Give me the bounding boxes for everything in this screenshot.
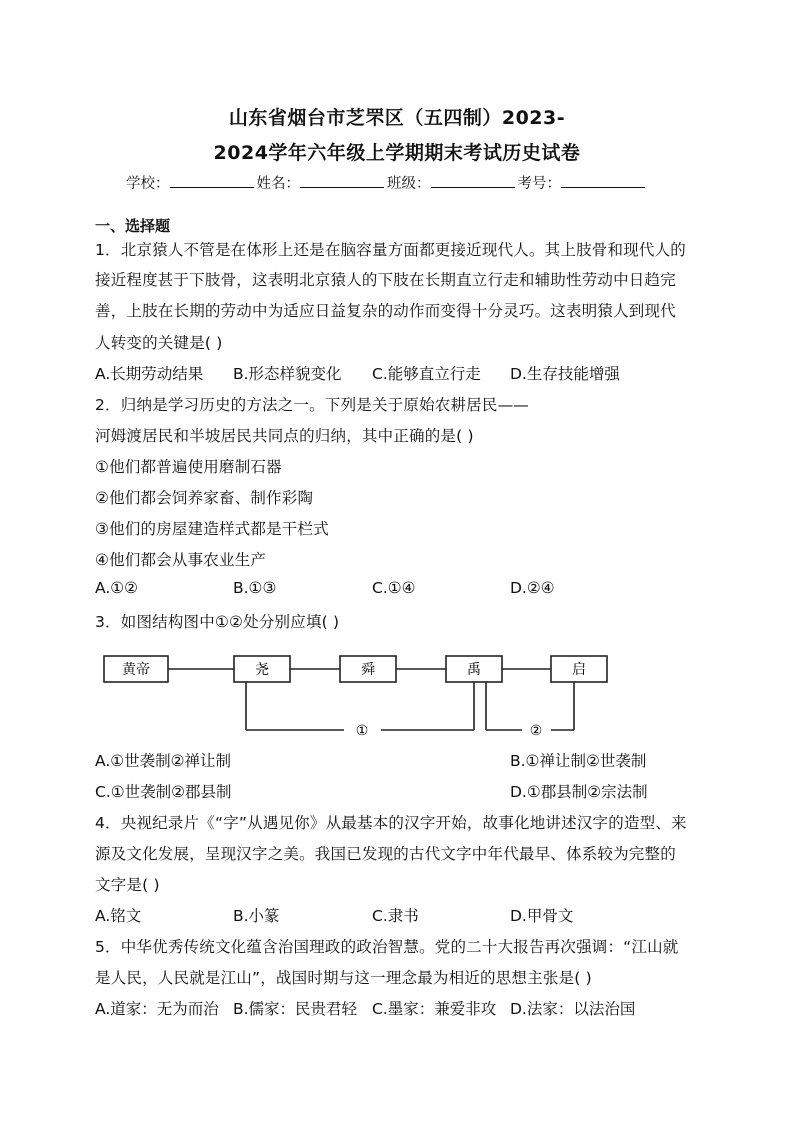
q1-line-3: 善，上肢在长期的劳动中为适应日益复杂的动作而变得十分灵巧。这表明猿人到现代: [95, 302, 676, 320]
school-label: 学校：: [126, 176, 170, 192]
q5-option-a[interactable]: A.道家：无为而治: [95, 1000, 219, 1018]
q1-line-1: 1．北京猿人不管是在体形上还是在脑容量方面都更接近现代人。其上肢骨和现代人的: [95, 241, 686, 259]
class-blank[interactable]: [431, 173, 515, 188]
q4-line-3: 文字是( ): [95, 876, 160, 894]
diagram-label-yu: 禹: [467, 662, 481, 678]
q1-option-a[interactable]: A.长期劳动结果: [95, 365, 204, 383]
q2-option-a[interactable]: A.①②: [95, 579, 139, 597]
section-heading: 一、选择题: [95, 217, 171, 235]
q1-option-d[interactable]: D.生存技能增强: [510, 365, 620, 383]
q4-option-d[interactable]: D.甲骨文: [510, 907, 574, 925]
q5-line-1: 5．中华优秀传统文化蕴含治国理政的政治智慧。党的二十大报告再次强调：“江山就: [95, 938, 679, 956]
q3-option-b[interactable]: B.①禅让制②世袭制: [510, 752, 647, 770]
name-blank[interactable]: [300, 173, 384, 188]
q5-option-c[interactable]: C.墨家：兼爱非攻: [372, 1000, 497, 1018]
q1-line-4: 人转变的关键是( ): [95, 334, 223, 352]
exam-title-line-2: 2024学年六年级上学期期末考试历史试卷: [213, 142, 581, 164]
q1-line-2: 接近程度甚于下肢骨，这表明北京猿人的下肢在长期直立行走和辅助性劳动中日趋完: [95, 271, 676, 289]
q2-option-b[interactable]: B.①③: [233, 579, 277, 597]
exam-number-blank[interactable]: [561, 173, 645, 188]
q5-option-d[interactable]: D.法家：以法治国: [510, 1000, 636, 1018]
student-info-fields: [126, 172, 648, 193]
q3-option-c[interactable]: C.①世袭制②郡县制: [95, 783, 232, 801]
q2-option-c[interactable]: C.①④: [372, 579, 416, 597]
diagram-label-huangdi: 黄帝: [122, 662, 150, 678]
q1-option-b[interactable]: B.形态样貌变化: [233, 365, 342, 383]
q4-line-2: 源及文化发展，呈现汉字之美。我国已发现的古代文字中年代最早、体系较为完整的: [95, 845, 676, 863]
exam-number-label: 考号：: [517, 176, 561, 192]
diagram-marker-2: ②: [529, 723, 543, 739]
q2-statement-3: ③他们的房屋建造样式都是干栏式: [95, 520, 329, 538]
exam-title-line-1: 山东省烟台市芝罘区（五四制）2023-: [228, 107, 566, 129]
name-label: 姓名：: [256, 176, 300, 192]
q2-statement-4: ④他们都会从事农业生产: [95, 551, 267, 569]
diagram-marker-1: ①: [355, 723, 369, 739]
class-label: 班级：: [387, 176, 431, 192]
q4-option-a[interactable]: A.铭文: [95, 907, 142, 925]
q5-option-b[interactable]: B.儒家：民贵君轻: [233, 1000, 358, 1018]
q2-statement-1: ①他们都普遍使用磨制石器: [95, 458, 282, 476]
school-blank[interactable]: [170, 173, 254, 188]
diagram-label-shun: 舜: [361, 662, 375, 678]
q1-option-c[interactable]: C.能够直立行走: [372, 365, 481, 383]
q3-line-1: 3．如图结构图中①②处分别应填( ): [95, 613, 340, 631]
q3-option-d[interactable]: D.①郡县制②宗法制: [510, 783, 648, 801]
q4-option-b[interactable]: B.小篆: [233, 907, 280, 925]
q2-option-d[interactable]: D.②④: [510, 579, 555, 597]
q4-option-c[interactable]: C.隶书: [372, 907, 419, 925]
q3-option-a[interactable]: A.①世袭制②禅让制: [95, 752, 232, 770]
diagram-label-yao: 尧: [255, 662, 269, 678]
diagram-label-qi: 启: [572, 662, 586, 678]
succession-structure-diagram: [96, 648, 616, 743]
q2-statement-2: ②他们都会饲养家畜、制作彩陶: [95, 489, 314, 507]
q2-line-2: 河姆渡居民和半坡居民共同点的归纳，其中正确的是( ): [95, 427, 474, 445]
q5-line-2: 是人民，人民就是江山”，战国时期与这一理念最为相近的思想主张是( ): [95, 969, 592, 987]
q2-line-1: 2．归纳是学习历史的方法之一。下列是关于原始农耕居民——: [95, 396, 529, 414]
q4-line-1: 4．央视纪录片《“字”从遇见你》从最基本的汉字开始，故事化地讲述汉字的造型、来: [95, 814, 687, 832]
